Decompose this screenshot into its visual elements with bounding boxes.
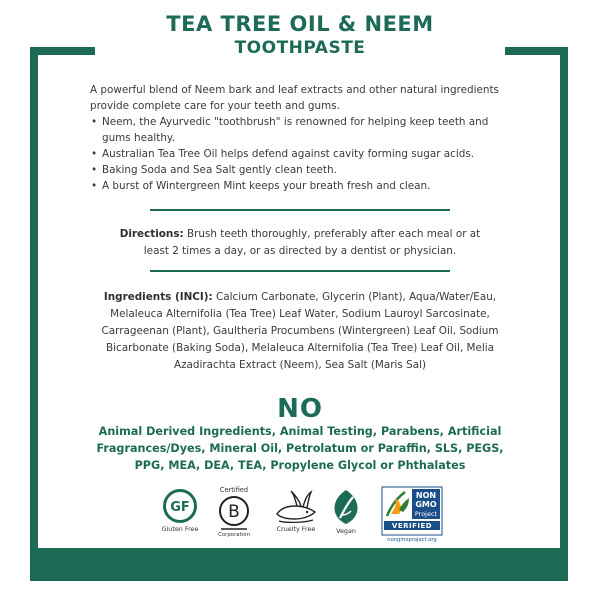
frame-left-bar — [30, 47, 38, 557]
frame-right-bar — [560, 47, 568, 557]
gluten-free-label: Gluten Free — [161, 525, 199, 533]
product-title-line1: TEA TREE OIL & NEEM — [166, 12, 434, 36]
non-gmo-line1: NON — [415, 491, 437, 500]
directions-section — [108, 226, 492, 260]
b-corp-badge — [199, 486, 269, 538]
b-corp-label: Corporation — [218, 532, 250, 538]
divider-lower — [150, 270, 450, 272]
benefit-item: • Neem, the Ayurvedic "toothbrush" is renowned for helping keep teeth and gums healthy. — [102, 114, 520, 146]
non-gmo-badge — [380, 486, 444, 543]
vegan-badge — [311, 488, 381, 535]
b-corp-top-label: Certified — [219, 486, 249, 494]
intro-section — [90, 82, 520, 194]
directions-text: Brush teeth thoroughly, preferably after each meal or at least 2 times a day, or as directed by a dentist or physician. — [143, 228, 481, 257]
non-gmo-line3: Project — [414, 510, 438, 518]
ingredients-text: Calcium Carbonate, Glycerin (Plant), Aqua/Water/Eau, Melaleuca Alternifolia (Tea Tree) Leaf Water, Sodium Lauroyl Sarcosinate, Carrageenan (Plant), Gaultheria Procumbens (Wintergreen) Leaf Oil, Sodium Bicarbonate (Baking Soda), Melaleuca Alternifolia (Tea Tree) Leaf Oil, Melia Azadirachta Extract (Neem), Sea Salt (Maris Sal) — [101, 291, 499, 371]
non-gmo-url: nongmoproject.org — [387, 537, 437, 543]
ingredients-section — [95, 289, 505, 374]
gluten-free-icon — [162, 488, 198, 524]
free-from-list: Animal Derived Ingredients, Animal Testing, Parabens, Artificial Fragrances/Dyes, Mineral Oil, Petrolatum or Paraffin, SLS, PEGS, PPG, MEA, DEA, TEA, Propylene Glycol or Phthalates — [96, 425, 504, 472]
ingredients-label: Ingredients (INCI): — [103, 291, 213, 303]
frame-bottom-bar — [30, 548, 568, 581]
vegan-label: Vegan — [336, 527, 356, 535]
intro-text: A powerful blend of Neem bark and leaf extracts and other natural ingredients provide complete care for your teeth and gums. — [90, 84, 499, 112]
benefit-item: • Australian Tea Tree Oil helps defend against cavity forming sugar acids. — [102, 146, 520, 162]
directions-label: Directions: — [119, 228, 184, 240]
cruelty-free-label: Cruelty Free — [276, 525, 316, 533]
benefits-list — [90, 114, 520, 194]
b-corp-icon — [218, 495, 250, 527]
non-gmo-verified: VERIFIED — [391, 522, 433, 530]
divider-upper — [150, 209, 450, 211]
leaf-icon — [331, 488, 361, 526]
benefit-item: • A burst of Wintergreen Mint keeps your breath fresh and clean. — [102, 178, 520, 194]
benefit-item: • Baking Soda and Sea Salt gently clean teeth. — [102, 162, 520, 178]
gluten-free-mark: GF — [170, 500, 190, 515]
frame-top-right-bar — [505, 47, 568, 55]
non-gmo-line2: GMO — [415, 500, 437, 509]
non-gmo-project-icon — [381, 486, 443, 536]
product-title-line2: TOOTHPASTE — [234, 38, 366, 58]
free-from-heading: NO — [277, 394, 323, 424]
b-corp-mark: B — [228, 502, 240, 522]
frame-top-left-bar — [30, 47, 95, 55]
